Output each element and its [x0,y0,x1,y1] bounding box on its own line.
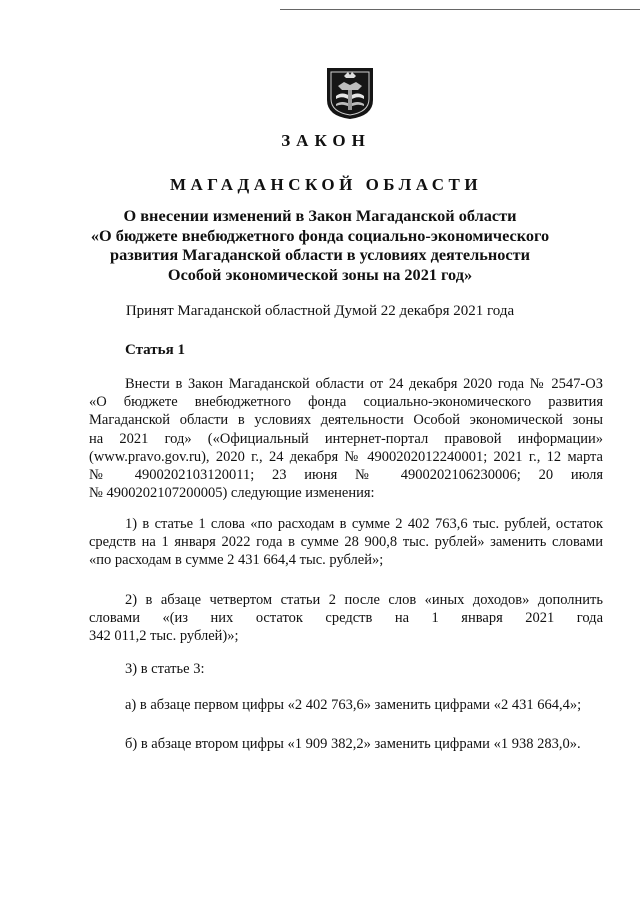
item-3a-paragraph: а) в абзаце первом цифры «2 402 763,6» заменить цифрами «2 431 664,4»; [125,697,582,713]
text-line: (www.pravo.gov.ru), 2020 г., 24 декабря № 4900202012240001; 2021 г., 12 марта [89,448,603,465]
item-3b-paragraph: б) в абзаце втором цифры «1 909 382,2» заменить цифрами «1 938 283,0». [125,736,581,752]
item-1-paragraph [89,515,603,570]
text-line: словами «(из них остаток средств на 1 января 2021 года [89,610,603,627]
text-line: Магаданской области в условиях деятельности Особой экономической зоны [89,412,603,429]
text-line: 1) в статье 1 слова «по расходам в сумме 2 402 763,6 тыс. рублей, остаток [125,516,603,532]
top-border-line [280,9,640,10]
coat-of-arms-icon [324,66,376,120]
text-line: № 4900202103120011; 23 июня № 4900202106230006; 20 июля [89,467,603,484]
adoption-note: Принят Магаданской областной Думой 22 декабря 2021 года [125,303,515,319]
law-title-line: развития Магаданской области в условиях деятельности [110,245,530,265]
region-heading: МАГАДАНСКОЙ ОБЛАСТИ [169,175,483,194]
text-line: 2) в абзаце четвертом статьи 2 после слов «иных доходов» дополнить [125,592,603,608]
article-heading: Статья 1 [125,342,185,358]
text-line: «по расходам в сумме 2 431 664,4 тыс. рублей»; [89,552,384,569]
law-title-line: О внесении изменений в Закон Магаданской области [123,206,517,225]
law-title-line: «О бюджете внебюджетного фонда социально-экономического [90,225,550,245]
text-line: Внести в Закон Магаданской области от 24 декабря 2020 года № 2547-ОЗ [125,376,603,392]
law-title-line: Особой экономической зоны на 2021 год» [167,264,473,284]
text-line: 342 011,2 тыс. рублей)»; [89,628,239,645]
text-line: средств на 1 января 2022 года в сумме 28 900,8 тыс. рублей» заменить словами [89,534,603,551]
text-line: «О бюджете внебюджетного фонда социально-экономического развития [89,394,603,411]
intro-paragraph [89,375,603,502]
law-title [0,206,640,284]
text-line: на 2021 год» («Официальный интернет-портал правовой информации» [89,430,603,447]
law-heading: ЗАКОН [281,131,371,150]
item-3-paragraph: 3) в статье 3: [125,661,205,677]
item-2-paragraph [89,591,603,646]
text-line: № 4900202107200005) следующие изменения: [89,485,375,502]
